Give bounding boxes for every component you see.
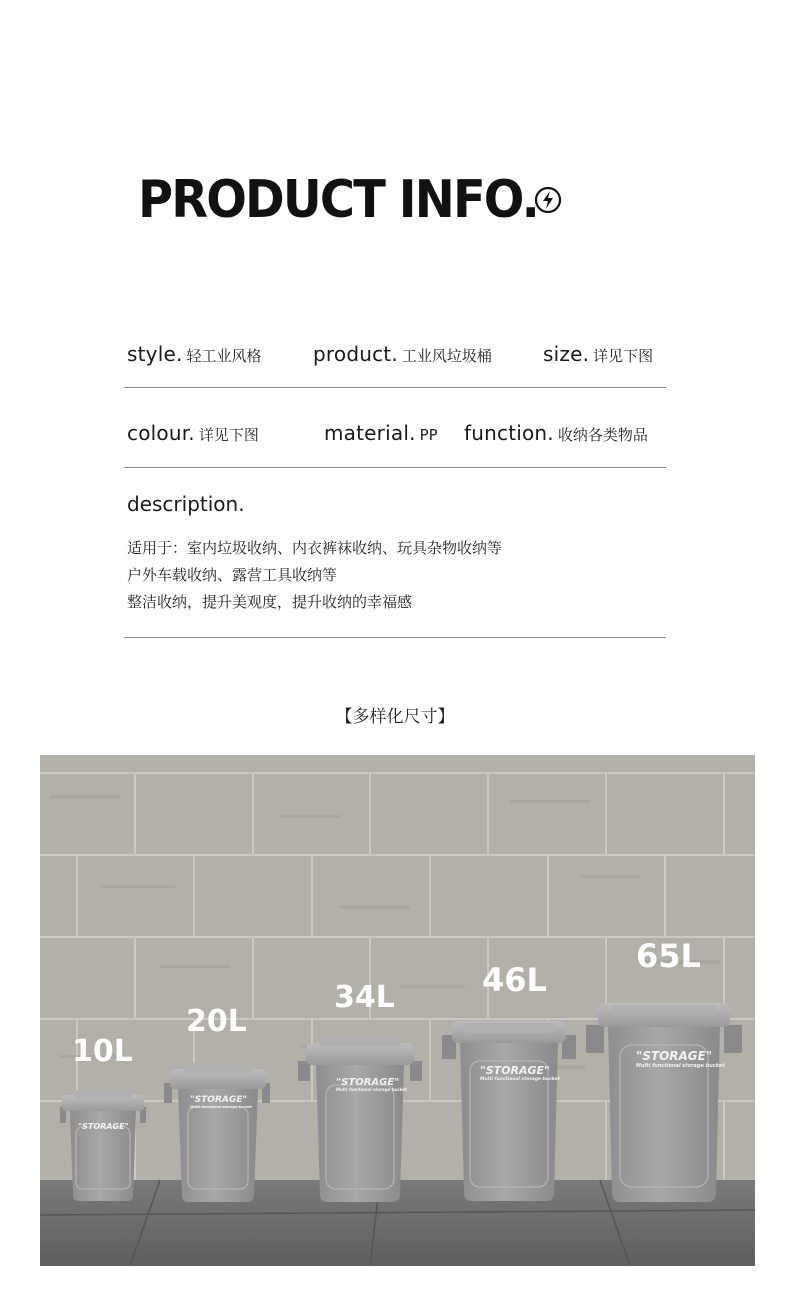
- spec-value: PP: [419, 426, 438, 444]
- sizes-heading: 【多样化尺寸】: [335, 707, 455, 727]
- spec-value: 收纳各类物品: [557, 426, 648, 444]
- bin-sublabel: Multi functional storage bucket: [636, 1063, 725, 1069]
- capacity-label-34l: 34L: [334, 980, 395, 1015]
- bin-label: "STORAGE": [636, 1049, 713, 1063]
- spec-value: 轻工业风格: [186, 347, 262, 365]
- bin-sublabel: Multi functional storage bucket: [480, 1077, 560, 1082]
- spec-key: function.: [464, 421, 554, 445]
- bin-label: "STORAGE": [78, 1122, 129, 1131]
- spec-row-2: [124, 411, 666, 451]
- spec-style: [127, 342, 262, 366]
- lightning-bolt-icon: [534, 186, 562, 214]
- spec-value: 详见下图: [198, 426, 259, 444]
- divider: [124, 637, 666, 638]
- spec-key: style.: [127, 342, 183, 366]
- bin-sublabel: Multi functional storage bucket: [336, 1087, 407, 1092]
- description-line: 适用于：室内垃圾收纳、内衣裤袜收纳、玩具杂物收纳等: [127, 539, 503, 557]
- spec-value: 工业风垃圾桶: [401, 347, 492, 365]
- divider: [124, 467, 666, 468]
- description-line: 户外车载收纳、露营工具收纳等: [127, 566, 338, 584]
- bin-label: "STORAGE": [480, 1064, 550, 1077]
- bin-label: "STORAGE": [190, 1095, 248, 1105]
- bin-sublabel: Multi functional storage bucket: [190, 1105, 253, 1109]
- spec-key: colour.: [127, 421, 195, 445]
- spec-row-1: [124, 332, 666, 372]
- capacity-label-65l: 65L: [636, 937, 701, 975]
- spec-function: [464, 421, 648, 445]
- description-title: description.: [127, 492, 245, 516]
- description-line: 整洁收纳，提升美观度，提升收纳的幸福感: [127, 593, 413, 611]
- spec-key: product.: [313, 342, 398, 366]
- spec-key: material.: [324, 421, 416, 445]
- capacity-label-46l: 46L: [482, 961, 547, 999]
- bin-10l: [60, 1090, 146, 1201]
- spec-colour: [127, 421, 259, 445]
- bin-label: "STORAGE": [336, 1077, 400, 1088]
- spec-key: size.: [543, 342, 590, 366]
- capacity-label-20l: 20L: [186, 1004, 247, 1039]
- page-title: PRODUCT INFO.: [138, 170, 538, 230]
- capacity-label-10l: 10L: [72, 1034, 133, 1069]
- product-photo: [40, 755, 755, 1266]
- spec-material: [324, 421, 438, 445]
- spec-product: [313, 342, 492, 366]
- divider: [124, 387, 666, 388]
- spec-size: [543, 342, 653, 366]
- spec-value: 详见下图: [593, 347, 654, 365]
- bins-scene: [40, 755, 755, 1266]
